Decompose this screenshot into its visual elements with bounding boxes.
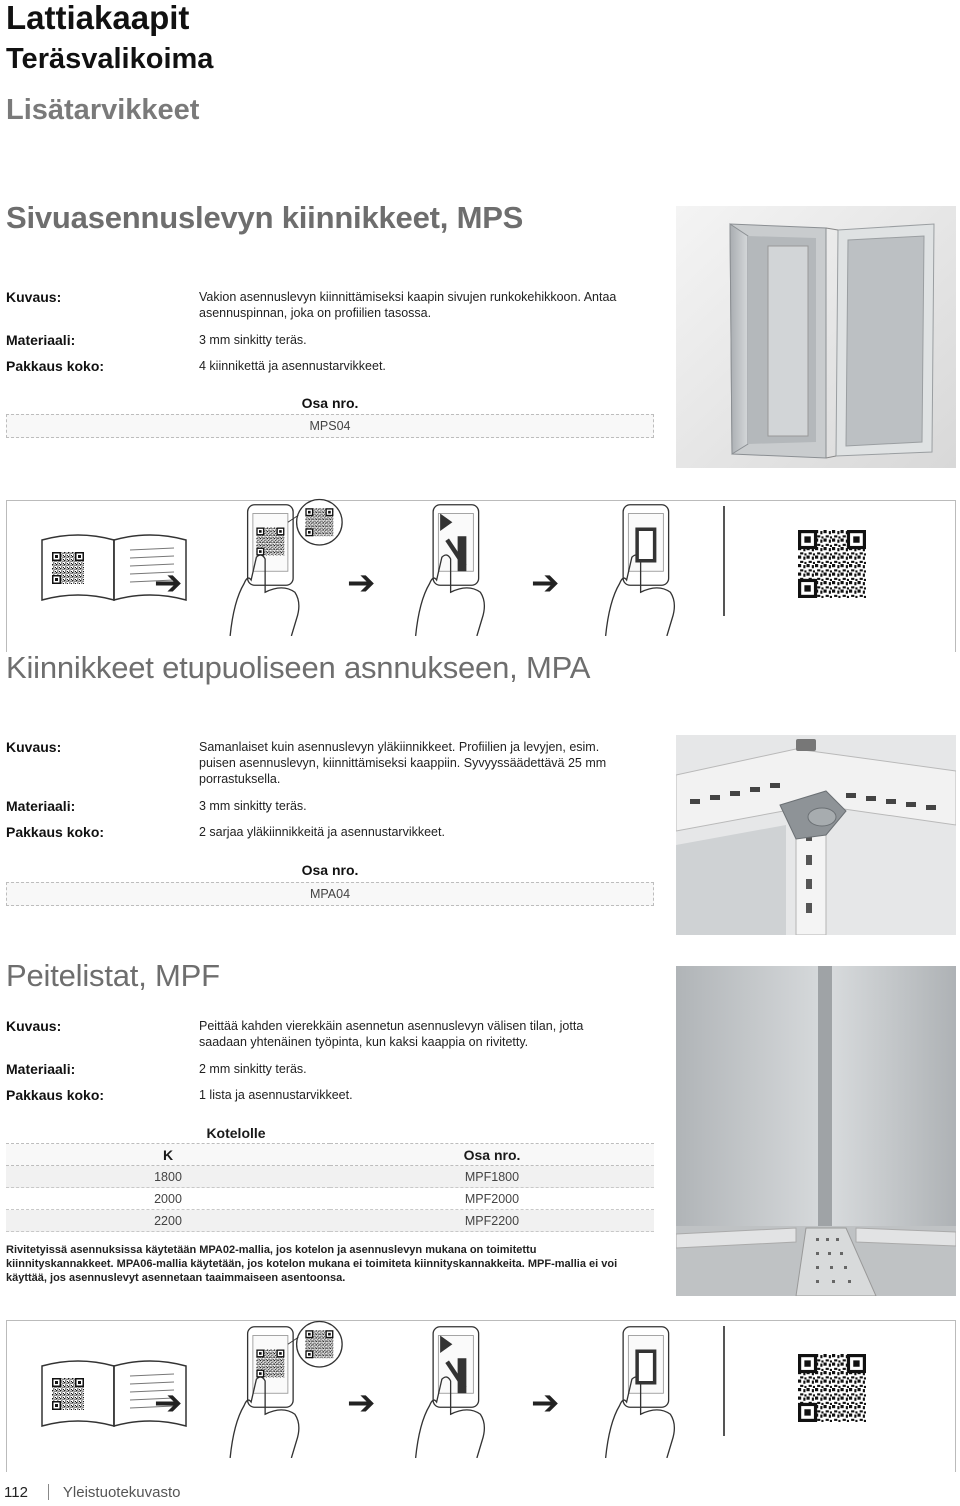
mps-description: Vakion asennuslevyn kiinnittämiseksi kaapin sivujen runkokehikkoon. Antaa asennuspinnan, joka on profiilien tasossa. <box>199 290 617 320</box>
section-title-mpf: Peitelistat, MPF <box>6 958 220 993</box>
table-cell-part: MPF2000 <box>330 1188 654 1210</box>
mpf-product-photo <box>676 966 956 1296</box>
table-header-k: K <box>6 1144 330 1166</box>
mpa-product-photo <box>676 735 956 935</box>
phone-video-icon <box>400 1318 510 1458</box>
description-label: Kuvaus: <box>6 1018 62 1034</box>
qr-code-icon[interactable] <box>798 1354 866 1422</box>
arrow-right-icon: ➔ <box>154 564 183 602</box>
category-title: Lisätarvikkeet <box>6 94 200 126</box>
mps-package: 4 kiinnikettä ja asennustarvikkeet. <box>199 359 386 373</box>
strip-divider <box>723 1326 725 1436</box>
mpf-material: 2 mm sinkitty teräs. <box>199 1062 307 1076</box>
arrow-right-icon: ➔ <box>531 564 560 602</box>
page-footer <box>4 1484 181 1501</box>
table-row <box>6 1188 654 1210</box>
arrow-right-icon: ➔ <box>347 564 376 602</box>
mpf-part-table <box>6 1122 654 1232</box>
package-label: Pakkaus koko: <box>6 358 105 374</box>
table-row <box>6 1166 654 1188</box>
phone-scan-icon <box>212 1318 362 1458</box>
mpa-material: 3 mm sinkitty teräs. <box>199 799 307 813</box>
phone-scan-icon <box>212 496 362 636</box>
mpf-description: Peittää kahden vierekkäin asennetun asennuslevyn välisen tilan, jotta saadaan yhtenäinen työpinta, kun kaksi kaappia on rivitetty. <box>199 1019 584 1049</box>
mpa-package: 2 sarjaa yläkiinnikkeitä ja asennustarvikkeet. <box>199 825 445 839</box>
mps-part-number: MPS04 <box>6 414 654 438</box>
table-row <box>6 1210 654 1232</box>
phone-document-icon <box>590 1318 700 1458</box>
phone-video-icon <box>400 496 510 636</box>
table-header-part: Osa nro. <box>330 1144 654 1166</box>
material-label: Materiaali: <box>6 1061 76 1077</box>
mps-product-photo <box>676 206 956 468</box>
table-cell-k: 2200 <box>6 1210 330 1232</box>
table-cell-k: 1800 <box>6 1166 330 1188</box>
phone-document-icon <box>590 496 700 636</box>
mpf-note: Rivitetyissä asennuksissa käytetään MPA02-mallia, jos kotelon ja asennuslevyn mukana on toimitettu kiinnityskannakkeet. MPA06-mallia käytetään, jos kotelon mukana ei toimiteta kiinnityskannakkeita. MPF-mallia ei voi käyttää, jos asennuslevyt asennetaan taaimmaiseen asentoonsa. <box>6 1244 618 1284</box>
description-label: Kuvaus: <box>6 289 62 305</box>
catalog-name: Yleistuotekuvasto <box>62 1484 181 1501</box>
qr-code-icon[interactable] <box>798 530 866 598</box>
page-title: Lattiakaapit <box>6 0 190 36</box>
mps-material: 3 mm sinkitty teräs. <box>199 333 307 347</box>
page-number: 112 <box>4 1484 28 1501</box>
section-title-mpa: Kiinnikkeet etupuoliseen asnnukseen, MPA <box>6 650 591 685</box>
arrow-right-icon: ➔ <box>347 1384 376 1422</box>
strip-divider <box>723 506 725 616</box>
part-number-header: Osa nro. <box>301 395 359 411</box>
arrow-right-icon: ➔ <box>154 1384 183 1422</box>
table-cell-part: MPF1800 <box>330 1166 654 1188</box>
mpf-package: 1 lista ja asennustarvikkeet. <box>199 1088 353 1102</box>
table-cell-part: MPF2200 <box>330 1210 654 1232</box>
table-group-header: Kotelolle <box>206 1124 266 1141</box>
page-subtitle: Teräsvalikoima <box>6 43 214 75</box>
part-number-header: Osa nro. <box>301 862 359 878</box>
table-cell-k: 2000 <box>6 1188 330 1210</box>
arrow-right-icon: ➔ <box>531 1384 560 1422</box>
material-label: Materiaali: <box>6 332 76 348</box>
material-label: Materiaali: <box>6 798 76 814</box>
section-title-mps: Sivuasennuslevyn kiinnikkeet, MPS <box>6 200 524 235</box>
package-label: Pakkaus koko: <box>6 824 105 840</box>
package-label: Pakkaus koko: <box>6 1087 105 1103</box>
mpa-part-number: MPA04 <box>6 882 654 906</box>
mpa-description: Samanlaiset kuin asennuslevyn yläkiinnikkeet. Profiilien ja levyjen, esim. puisen asennuslevyn, kiinnittämiseksi kaappiin. Syvyyssäädettävä 25 mm porrastuksella. <box>199 740 607 786</box>
description-label: Kuvaus: <box>6 739 62 755</box>
